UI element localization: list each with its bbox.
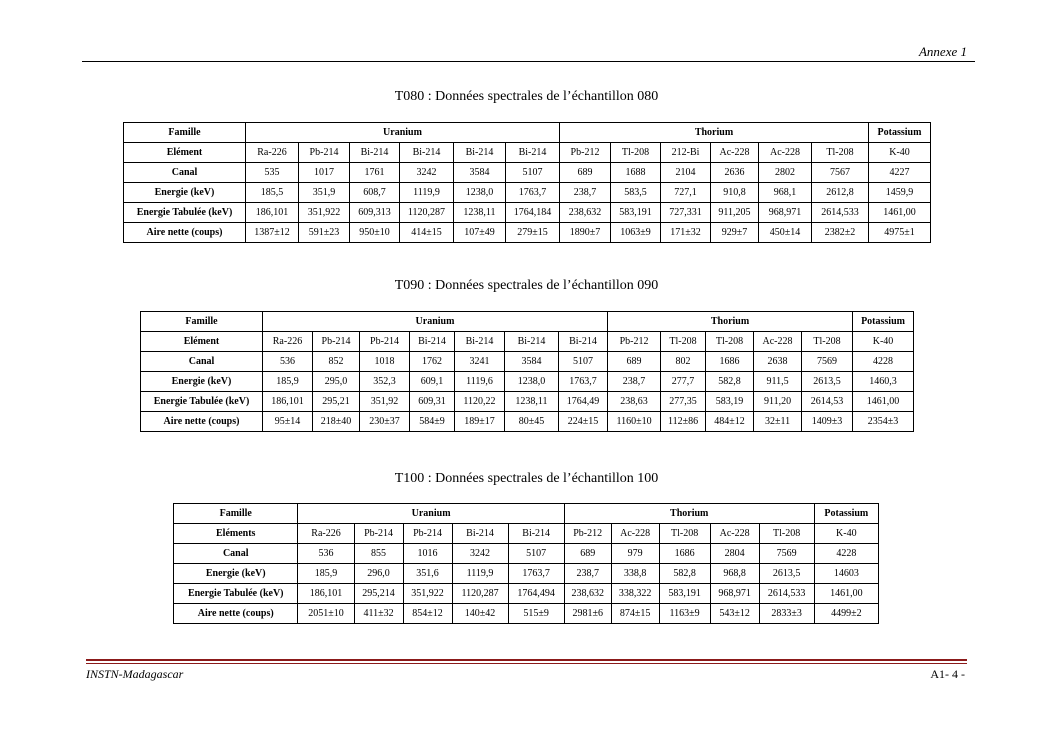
- table-cell: 689: [560, 163, 611, 183]
- table-cell: 515±9: [508, 604, 564, 624]
- table-cell: 1461,00: [853, 392, 914, 412]
- table-cell: 929±7: [711, 223, 759, 243]
- table-cell: 32±11: [754, 412, 802, 432]
- table-cell: 1764,49: [559, 392, 608, 412]
- table-cell: Bi-214: [452, 524, 508, 544]
- table-cell: 582,8: [659, 564, 710, 584]
- table-cell: 3242: [400, 163, 454, 183]
- table-cell: Tl-208: [802, 332, 853, 352]
- table-cell: 414±15: [400, 223, 454, 243]
- family-label-cell: Famille: [141, 312, 263, 332]
- footer-institution: INSTN-Madagascar: [86, 667, 184, 681]
- table-cell: 1409±3: [802, 412, 853, 432]
- table-cell: Ra-226: [263, 332, 313, 352]
- table-cell: 1761: [350, 163, 400, 183]
- table-cell: 212-Bi: [661, 143, 711, 163]
- table-cell: 543±12: [710, 604, 759, 624]
- table-cell: 185,5: [246, 183, 299, 203]
- table-cell: Bi-214: [506, 143, 560, 163]
- table-cell: 1459,9: [869, 183, 931, 203]
- row-label: Energie Tabulée (keV): [174, 584, 298, 604]
- family-header-cell: Thorium: [564, 504, 814, 524]
- table-cell: Pb-212: [560, 143, 611, 163]
- table-cell: 450±14: [759, 223, 812, 243]
- table-cell: 351,922: [299, 203, 350, 223]
- table-row: [124, 183, 931, 203]
- table-cell: Pb-212: [564, 524, 611, 544]
- family-header-cell: Thorium: [608, 312, 853, 332]
- table-row: [141, 392, 914, 412]
- table-cell: 1119,9: [400, 183, 454, 203]
- footer-rule: [86, 659, 967, 661]
- table-cell: 979: [611, 544, 659, 564]
- table-cell: 911,205: [711, 203, 759, 223]
- table-cell: 1238,11: [454, 203, 506, 223]
- table-cell: 584±9: [410, 412, 455, 432]
- table-cell: 1120,22: [455, 392, 505, 412]
- table-cell: 2614,533: [812, 203, 869, 223]
- spectral-table-t090: [140, 311, 914, 432]
- family-header-row: [141, 312, 914, 332]
- table-cell: 186,101: [298, 584, 354, 604]
- table-cell: 352,3: [360, 372, 410, 392]
- table-cell: Ra-226: [246, 143, 299, 163]
- table-cell: 230±37: [360, 412, 410, 432]
- header-rule: [82, 61, 975, 62]
- table-row: [124, 163, 931, 183]
- table-cell: 1461,00: [869, 203, 931, 223]
- table-cell: 5107: [508, 544, 564, 564]
- table-cell: Bi-214: [350, 143, 400, 163]
- table-cell: 3584: [505, 352, 559, 372]
- table-cell: 583,5: [611, 183, 661, 203]
- table-cell: 1387±12: [246, 223, 299, 243]
- row-label: Aire nette (coups): [124, 223, 246, 243]
- table-cell: 1890±7: [560, 223, 611, 243]
- table-cell: 80±45: [505, 412, 559, 432]
- table-cell: 5107: [559, 352, 608, 372]
- table-cell: Bi-214: [505, 332, 559, 352]
- table-cell: 874±15: [611, 604, 659, 624]
- table-cell: 1163±9: [659, 604, 710, 624]
- table-row: [141, 412, 914, 432]
- family-header-cell: Potassium: [869, 123, 931, 143]
- table-cell: 1460,3: [853, 372, 914, 392]
- table-cell: 1764,184: [506, 203, 560, 223]
- row-label: Energie Tabulée (keV): [124, 203, 246, 223]
- table-cell: 238,632: [564, 584, 611, 604]
- table-cell: 1764,494: [508, 584, 564, 604]
- table-cell: 1119,9: [452, 564, 508, 584]
- row-label: Elément: [141, 332, 263, 352]
- table-row: [174, 544, 879, 564]
- table-cell: 2614,533: [759, 584, 814, 604]
- table-cell: Bi-214: [454, 143, 506, 163]
- table-cell: 2382±2: [812, 223, 869, 243]
- table-cell: 536: [298, 544, 354, 564]
- table-cell: 2981±6: [564, 604, 611, 624]
- table-cell: 1688: [611, 163, 661, 183]
- table-cell: 855: [354, 544, 403, 564]
- table-cell: 296,0: [354, 564, 403, 584]
- table-cell: 968,971: [710, 584, 759, 604]
- table-cell: 583,191: [659, 584, 710, 604]
- family-header-cell: Uranium: [263, 312, 608, 332]
- row-label: Energie (keV): [141, 372, 263, 392]
- table-cell: 1461,00: [814, 584, 878, 604]
- table-cell: 189±17: [455, 412, 505, 432]
- table-cell: 1763,7: [506, 183, 560, 203]
- table-cell: Ac-228: [759, 143, 812, 163]
- table-cell: Bi-214: [410, 332, 455, 352]
- table-cell: Pb-214: [403, 524, 452, 544]
- table-cell: 2636: [711, 163, 759, 183]
- table-cell: 3242: [452, 544, 508, 564]
- table-row: [174, 564, 879, 584]
- table-cell: 238,632: [560, 203, 611, 223]
- row-label: Energie Tabulée (keV): [141, 392, 263, 412]
- table-cell: 727,1: [661, 183, 711, 203]
- table-cell: 112±86: [661, 412, 706, 432]
- table-cell: 2613,5: [759, 564, 814, 584]
- table-cell: K-40: [853, 332, 914, 352]
- table-cell: 14603: [814, 564, 878, 584]
- table-cell: 2802: [759, 163, 812, 183]
- table-cell: 351,9: [299, 183, 350, 203]
- row-label: Aire nette (coups): [174, 604, 298, 624]
- table-row: [174, 524, 879, 544]
- table-cell: 186,101: [246, 203, 299, 223]
- table-cell: Tl-208: [706, 332, 754, 352]
- table-cell: 582,8: [706, 372, 754, 392]
- table-cell: 4228: [814, 544, 878, 564]
- table-cell: 911,5: [754, 372, 802, 392]
- table-cell: 295,21: [313, 392, 360, 412]
- table-cell: 238,7: [560, 183, 611, 203]
- table-cell: 351,6: [403, 564, 452, 584]
- table-cell: Bi-214: [455, 332, 505, 352]
- table-row: [124, 223, 931, 243]
- table-cell: Bi-214: [400, 143, 454, 163]
- table-cell: 1063±9: [611, 223, 661, 243]
- family-header-row: [174, 504, 879, 524]
- table-cell: Ac-228: [611, 524, 659, 544]
- table-cell: 338,322: [611, 584, 659, 604]
- table-cell: Ac-228: [754, 332, 802, 352]
- table-cell: 583,191: [611, 203, 661, 223]
- table-cell: 689: [564, 544, 611, 564]
- table-cell: 727,331: [661, 203, 711, 223]
- table-cell: 910,8: [711, 183, 759, 203]
- family-header-cell: Uranium: [298, 504, 564, 524]
- table-cell: Tl-208: [611, 143, 661, 163]
- table-cell: Tl-208: [661, 332, 706, 352]
- table-cell: Pb-214: [354, 524, 403, 544]
- table-cell: Bi-214: [559, 332, 608, 352]
- family-label-cell: Famille: [174, 504, 298, 524]
- table-cell: 107±49: [454, 223, 506, 243]
- table-cell: Pb-214: [360, 332, 410, 352]
- table-cell: Ac-228: [710, 524, 759, 544]
- table-cell: 224±15: [559, 412, 608, 432]
- table-cell: 95±14: [263, 412, 313, 432]
- table-cell: 968,8: [710, 564, 759, 584]
- table-cell: 186,101: [263, 392, 313, 412]
- table-cell: 2354±3: [853, 412, 914, 432]
- table-cell: 609,313: [350, 203, 400, 223]
- table-cell: Bi-214: [508, 524, 564, 544]
- table-cell: 218±40: [313, 412, 360, 432]
- table-cell: 583,19: [706, 392, 754, 412]
- table-cell: 185,9: [263, 372, 313, 392]
- table-cell: 3584: [454, 163, 506, 183]
- spectral-table-t100: [173, 503, 879, 624]
- table-cell: 295,0: [313, 372, 360, 392]
- table-cell: 1686: [706, 352, 754, 372]
- table-cell: Tl-208: [812, 143, 869, 163]
- row-label: Energie (keV): [174, 564, 298, 584]
- table-row: [174, 604, 879, 624]
- page-number: A1- 4 -: [930, 667, 965, 681]
- table-cell: 609,31: [410, 392, 455, 412]
- table-cell: 1686: [659, 544, 710, 564]
- table-cell: 238,63: [608, 392, 661, 412]
- table-cell: 7569: [759, 544, 814, 564]
- table-cell: 911,20: [754, 392, 802, 412]
- table-cell: 185,9: [298, 564, 354, 584]
- table-cell: 591±23: [299, 223, 350, 243]
- table-cell: 7567: [812, 163, 869, 183]
- table-cell: 1238,0: [454, 183, 506, 203]
- family-header-cell: Thorium: [560, 123, 869, 143]
- table-cell: Tl-208: [759, 524, 814, 544]
- table-row: [124, 203, 931, 223]
- table-cell: 2638: [754, 352, 802, 372]
- table-row: [141, 332, 914, 352]
- table-cell: 1017: [299, 163, 350, 183]
- row-label: Aire nette (coups): [141, 412, 263, 432]
- table-row: [141, 372, 914, 392]
- row-label: Canal: [174, 544, 298, 564]
- table-cell: 2614,53: [802, 392, 853, 412]
- table-cell: 1018: [360, 352, 410, 372]
- table-cell: 277,35: [661, 392, 706, 412]
- table-cell: 4499±2: [814, 604, 878, 624]
- table-cell: 968,1: [759, 183, 812, 203]
- table-cell: 689: [608, 352, 661, 372]
- table-cell: 279±15: [506, 223, 560, 243]
- table-cell: 608,7: [350, 183, 400, 203]
- row-label: Canal: [124, 163, 246, 183]
- table-cell: 351,922: [403, 584, 452, 604]
- table-cell: K-40: [814, 524, 878, 544]
- table-cell: 2612,8: [812, 183, 869, 203]
- table-cell: Pb-212: [608, 332, 661, 352]
- table-cell: 854±12: [403, 604, 452, 624]
- table-cell: 2804: [710, 544, 759, 564]
- table-cell: 411±32: [354, 604, 403, 624]
- row-label: Eléments: [174, 524, 298, 544]
- table-cell: 852: [313, 352, 360, 372]
- table-cell: 1016: [403, 544, 452, 564]
- table-cell: 2613,5: [802, 372, 853, 392]
- table-cell: 171±32: [661, 223, 711, 243]
- table-cell: 5107: [506, 163, 560, 183]
- table-cell: 1119,6: [455, 372, 505, 392]
- table-cell: 4228: [853, 352, 914, 372]
- family-header-cell: Potassium: [853, 312, 914, 332]
- table-cell: 535: [246, 163, 299, 183]
- family-header-row: [124, 123, 931, 143]
- table-cell: 7569: [802, 352, 853, 372]
- table-cell: 277,7: [661, 372, 706, 392]
- table-title-t080: T080 : Données spectrales de l’échantillon 080: [394, 89, 659, 104]
- table-title-t090: T090 : Données spectrales de l’échantillon 090: [394, 278, 659, 293]
- table-cell: 950±10: [350, 223, 400, 243]
- table-row: [174, 584, 879, 604]
- spectral-table-t080: [123, 122, 931, 243]
- table-cell: 4975±1: [869, 223, 931, 243]
- table-cell: 4227: [869, 163, 931, 183]
- footer-rule-thin: [86, 663, 967, 664]
- table-cell: 2051±10: [298, 604, 354, 624]
- annex-label: Annexe 1: [918, 44, 967, 59]
- table-cell: Pb-214: [313, 332, 360, 352]
- table-cell: 1762: [410, 352, 455, 372]
- table-cell: 238,7: [564, 564, 611, 584]
- table-cell: 1238,11: [505, 392, 559, 412]
- family-header-cell: Potassium: [814, 504, 878, 524]
- table-cell: Ra-226: [298, 524, 354, 544]
- table-cell: 140±42: [452, 604, 508, 624]
- table-cell: 238,7: [608, 372, 661, 392]
- table-cell: 1763,7: [559, 372, 608, 392]
- row-label: Energie (keV): [124, 183, 246, 203]
- table-cell: 536: [263, 352, 313, 372]
- table-cell: 295,214: [354, 584, 403, 604]
- table-cell: 3241: [455, 352, 505, 372]
- table-cell: 968,971: [759, 203, 812, 223]
- table-cell: K-40: [869, 143, 931, 163]
- table-cell: 1763,7: [508, 564, 564, 584]
- table-cell: 1238,0: [505, 372, 559, 392]
- table-cell: 351,92: [360, 392, 410, 412]
- table-cell: Ac-228: [711, 143, 759, 163]
- table-cell: 1120,287: [452, 584, 508, 604]
- table-cell: Pb-214: [299, 143, 350, 163]
- table-cell: Tl-208: [659, 524, 710, 544]
- table-row: [124, 143, 931, 163]
- table-cell: 2104: [661, 163, 711, 183]
- row-label: Elément: [124, 143, 246, 163]
- table-cell: 338,8: [611, 564, 659, 584]
- table-cell: 2833±3: [759, 604, 814, 624]
- table-cell: 1160±10: [608, 412, 661, 432]
- table-cell: 802: [661, 352, 706, 372]
- row-label: Canal: [141, 352, 263, 372]
- family-header-cell: Uranium: [246, 123, 560, 143]
- table-row: [141, 352, 914, 372]
- table-cell: 484±12: [706, 412, 754, 432]
- table-cell: 609,1: [410, 372, 455, 392]
- table-title-t100: T100 : Données spectrales de l’échantillon 100: [394, 471, 659, 486]
- table-cell: 1120,287: [400, 203, 454, 223]
- family-label-cell: Famille: [124, 123, 246, 143]
